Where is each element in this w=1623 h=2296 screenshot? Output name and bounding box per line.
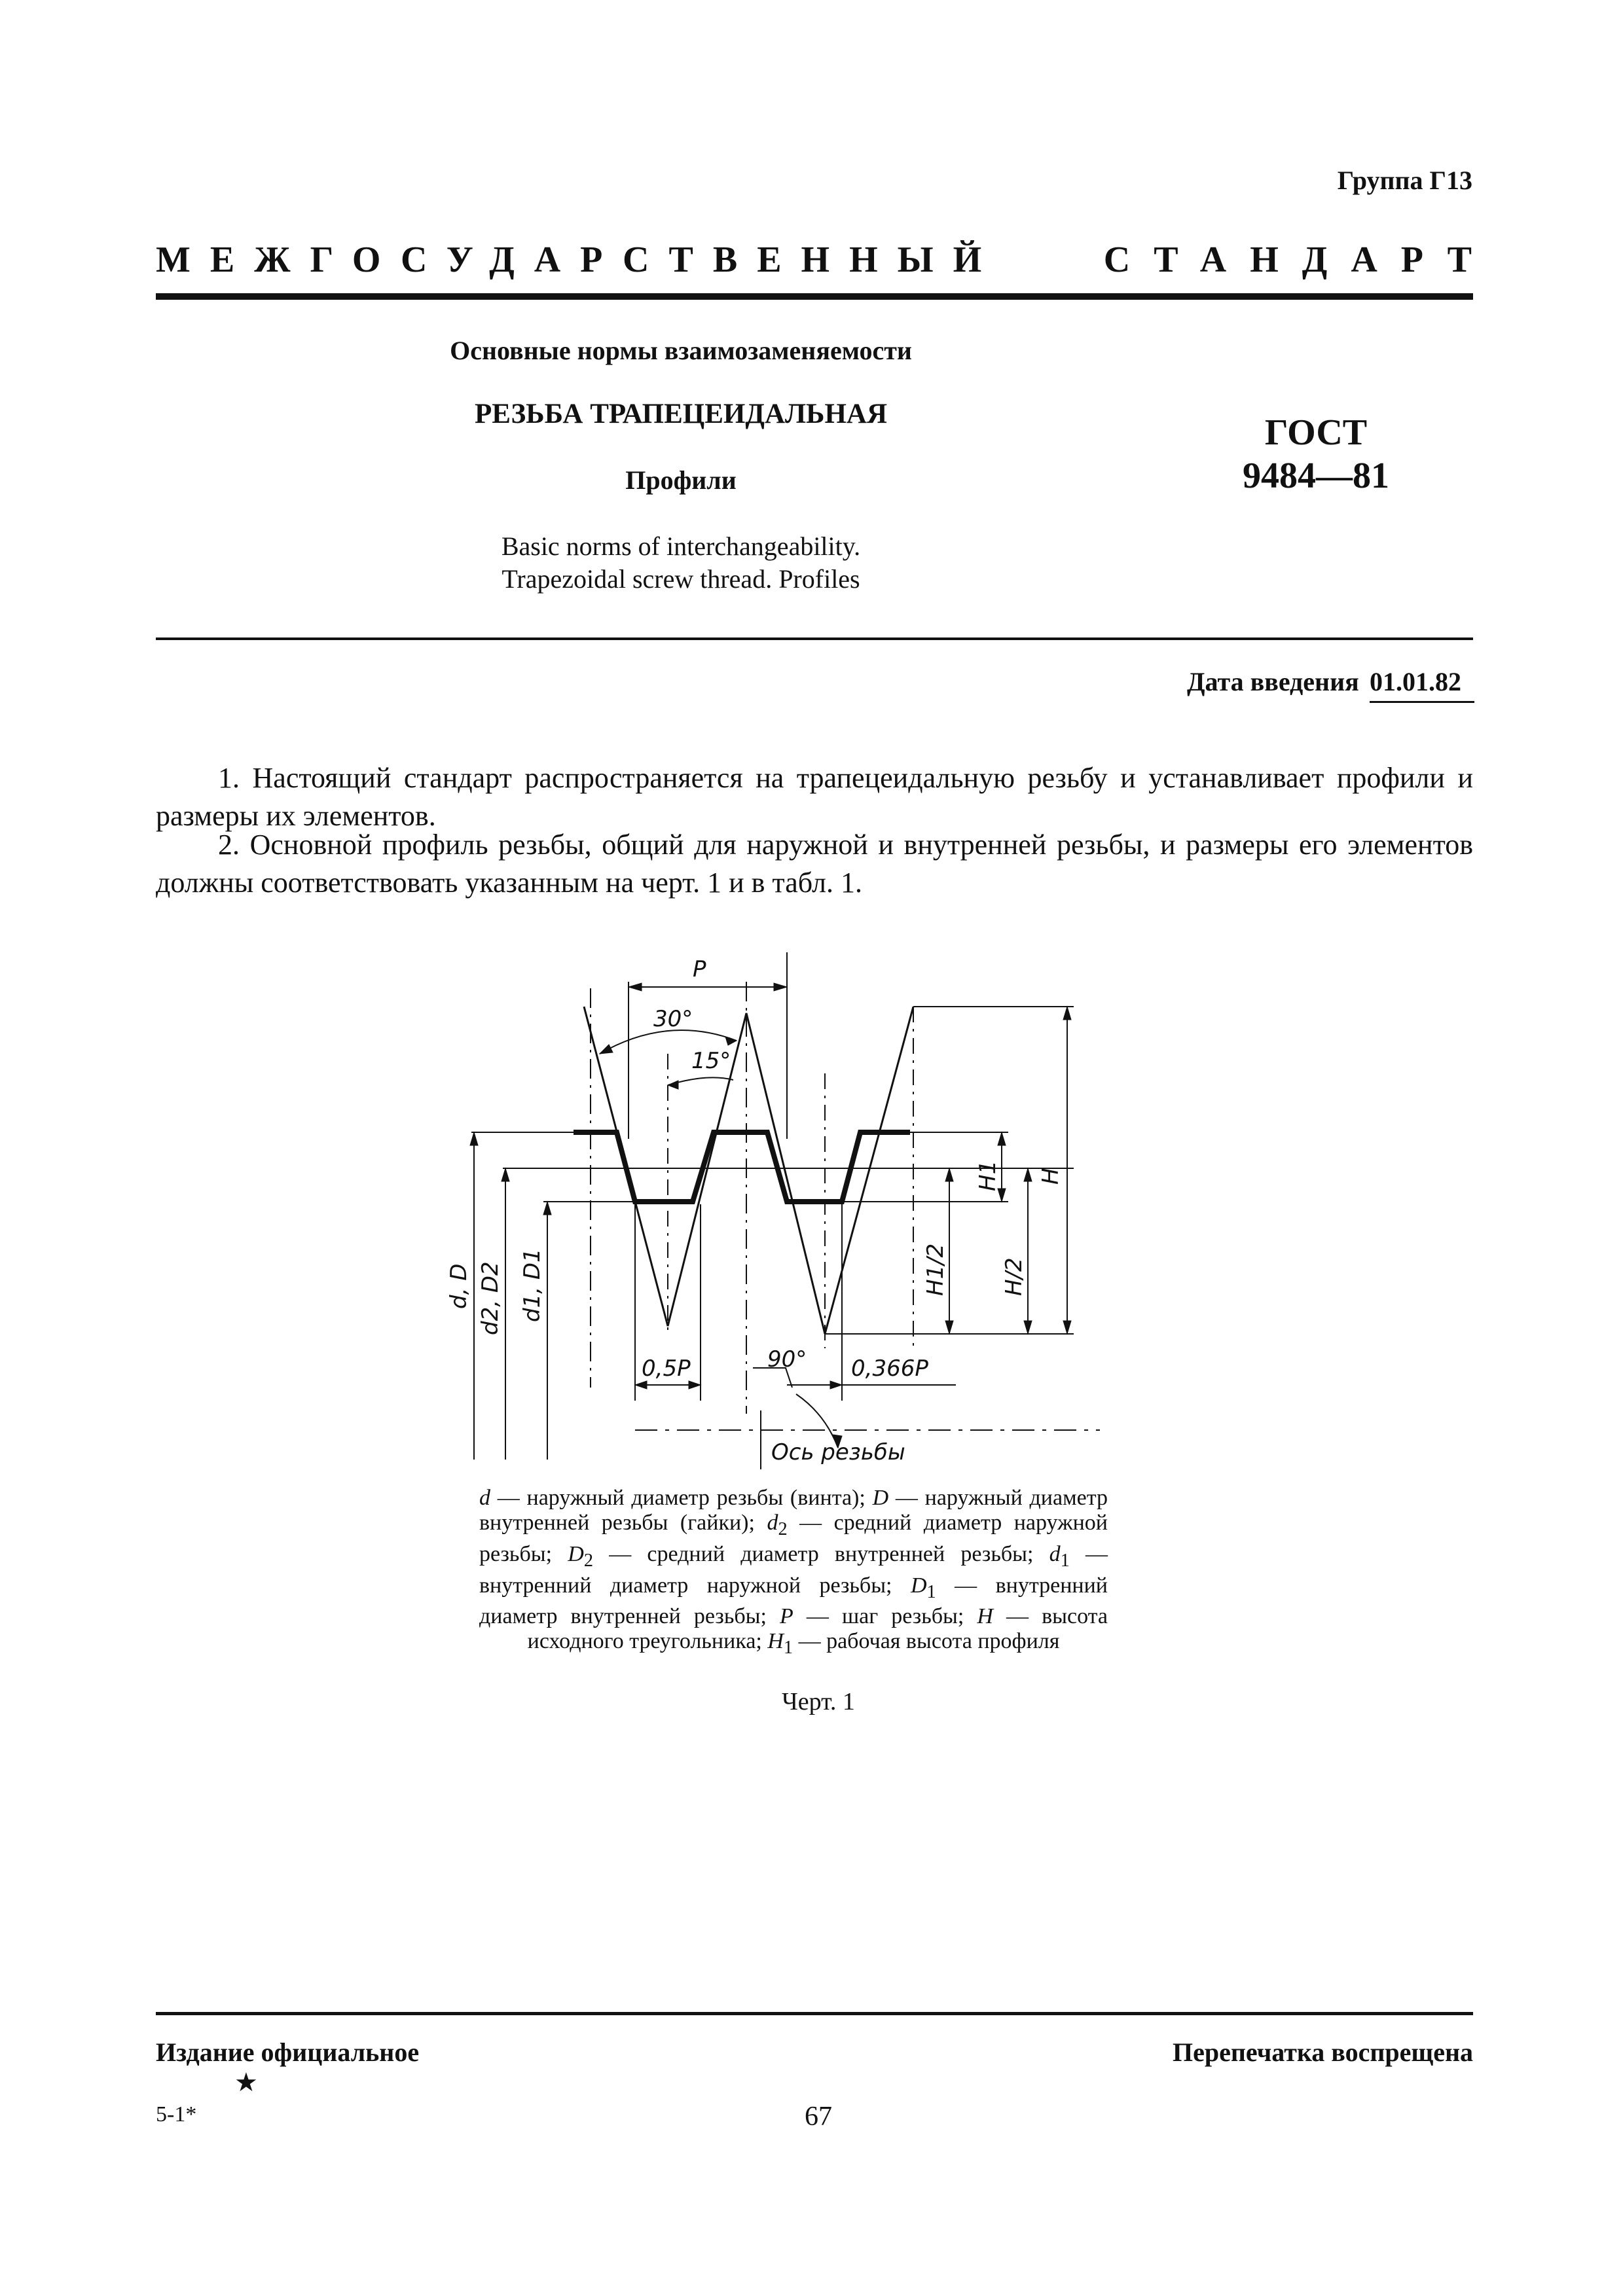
figure-legend: d — наружный диаметр резьбы (винта); D — наружный диаметр внутренней резьбы (гайки); $d_2$ — средний диаметр наружной резьбы; $D_2$ — средний диаметр внутренней резьбы; $d_1$ — внутренний диаметр наружной резьбы; $D_1$ — внутренний диаметр внутренней резьбы; P — шаг резьбы; H — высота исходного треугольника; $H_1$ — рабочая высота профиля xyxy=(479,1486,1108,1659)
standard-word-standard: СТАНДАРТ xyxy=(1103,240,1495,280)
label-d-D: d, D xyxy=(446,1263,472,1309)
label-05p: 0,5P xyxy=(642,1355,691,1382)
label-90: 90° xyxy=(767,1346,807,1372)
label-h: H xyxy=(1038,1168,1064,1185)
title-name: РЕЗЬБА ТРАПЕЦЕИДАЛЬНАЯ xyxy=(474,399,888,429)
label-h-half: H/2 xyxy=(1001,1257,1027,1296)
label-h1: H1 xyxy=(975,1160,1001,1191)
date-label: Дата введения xyxy=(1187,667,1359,696)
title-english-line1: Basic norms of interchangeability. xyxy=(501,531,861,561)
title-english xyxy=(393,530,969,596)
thread-profile-line xyxy=(574,1132,910,1202)
reprint-prohibited-label: Перепечатка воспрещена xyxy=(1173,2037,1473,2067)
label-d2-D2: d2, D2 xyxy=(477,1261,503,1335)
label-thread-axis: Ось резьбы xyxy=(771,1439,905,1465)
figure-caption: Черт. 1 xyxy=(782,1688,855,1715)
star-icon: ★ xyxy=(234,2068,258,2097)
standard-heading xyxy=(156,239,1495,281)
paragraph-1: 1. Настоящий стандарт распространяется на трапецеидальную резьбу и устанавливает профили и размеры их элементов. xyxy=(156,762,1473,832)
thread-profile-drawing xyxy=(445,942,1139,1479)
label-0366p: 0,366P xyxy=(851,1355,928,1382)
gost-number: 9484—81 xyxy=(1243,456,1389,496)
print-signature: 5-1* xyxy=(156,2102,197,2126)
header-rule xyxy=(156,293,1473,300)
official-edition-label: Издание официальное xyxy=(156,2037,420,2067)
label-30: 30° xyxy=(653,1006,693,1032)
label-p: P xyxy=(693,956,706,982)
title-rule xyxy=(156,637,1473,640)
original-triangle xyxy=(584,1007,913,1334)
title-subtitle: Профили xyxy=(625,465,737,495)
paragraph-2: 2. Основной профиль резьбы, общий для наружной и внутренней резьбы, и размеры его элементов должны соответствовать указанным на черт. 1 и в табл. 1. xyxy=(156,829,1473,899)
group-label: Группа Г13 xyxy=(1337,166,1472,195)
title-category: Основные нормы взаимозаменяемости xyxy=(450,336,912,365)
label-h1-half: H1/2 xyxy=(922,1243,949,1296)
date-value: 01.01.82 xyxy=(1370,666,1474,703)
title-english-line2: Trapezoidal screw thread. Profiles xyxy=(501,564,860,594)
gost-designation xyxy=(1192,411,1440,497)
page-number: 67 xyxy=(805,2102,832,2132)
label-d1-D1: d1, D1 xyxy=(519,1248,545,1322)
label-15: 15° xyxy=(691,1048,731,1074)
gost-label: ГОСТ xyxy=(1264,412,1368,453)
footer-rule xyxy=(156,2012,1473,2015)
standard-word-interstate: МЕЖГОСУДАРСТВЕННЫЙ xyxy=(156,240,1002,280)
